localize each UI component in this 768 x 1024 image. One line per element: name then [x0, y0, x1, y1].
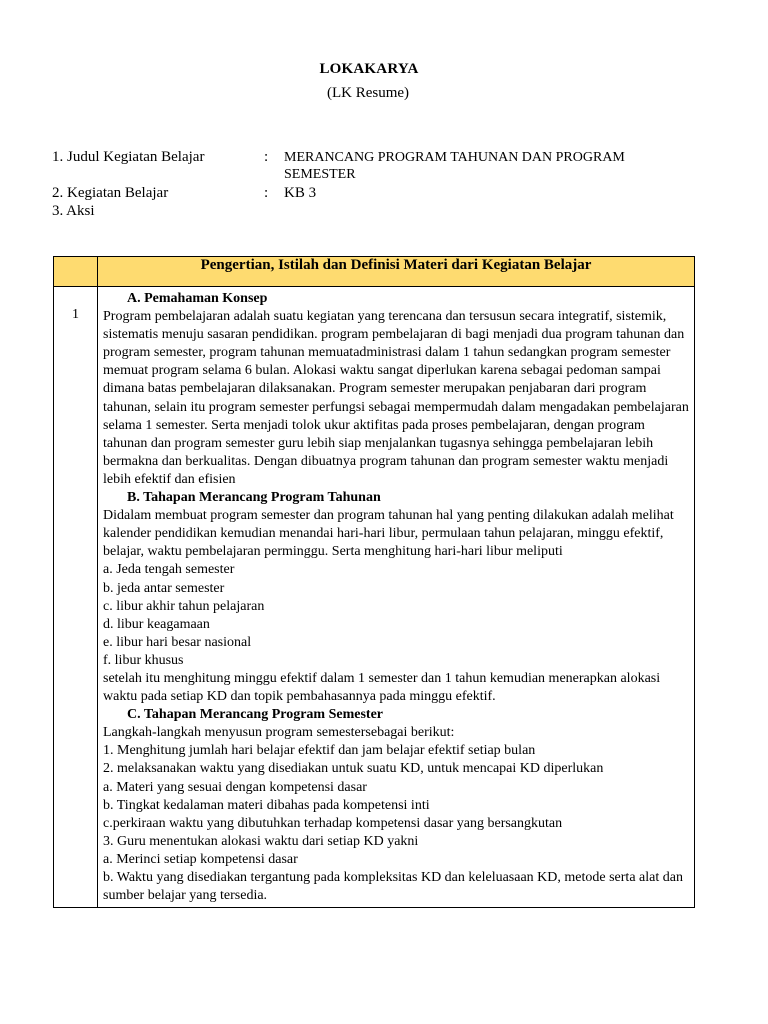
section-b-title: B. Tahapan Merancang Program Tahunan [127, 490, 381, 506]
list-item: b. Tingkat kedalaman materi dibahas pada kompetensi inti [103, 797, 430, 813]
table-header-row [54, 257, 695, 287]
info-label-judul: 1. Judul Kegiatan Belajar [52, 149, 205, 165]
page-title: LOKAKARYA [319, 61, 419, 77]
list-item: a. Materi yang sesuai dengan kompetensi dasar [103, 779, 367, 795]
info-label-kegiatan: 2. Kegiatan Belajar [52, 185, 169, 201]
row-number: 1 [54, 287, 98, 908]
list-item: 1. Menghitung jumlah hari belajar efektif dan jam belajar efektif setiap bulan [103, 743, 536, 759]
info-value-kegiatan: KB 3 [284, 185, 317, 201]
list-item: b. Waktu yang disediakan tergantung pada kompleksitas KD dan keleluasaan KD, metode serta alat dan sumber belajar yang tersedia. [103, 870, 683, 904]
list-item: c.perkiraan waktu yang dibutuhkan terhadap kompetensi dasar yang bersangkutan [103, 815, 563, 831]
info-colon-judul: : [264, 149, 269, 165]
list-item: Langkah-langkah menyusun program semestersebagai berikut: [103, 725, 455, 741]
list-item: b. jeda antar semester [103, 580, 225, 596]
list-item: 3. Guru menentukan alokasi waktu dari setiap KD yakni [103, 833, 419, 849]
list-item: f. libur khusus [103, 652, 184, 668]
info-label-aksi: 3. Aksi [52, 203, 95, 219]
list-item: c. libur akhir tahun pelajaran [103, 598, 265, 614]
info-value-judul: MERANCANG PROGRAM TAHUNAN DAN PROGRAM SEMESTER [284, 150, 625, 182]
info-colon-kegiatan: : [264, 185, 269, 201]
section-b-after: setelah itu menghitung minggu efektif dalam 1 semester dan 1 tahun kemudian menerapkan alokasi waktu pada setiap KD dan topik pembahasannya pada minggu efektif. [103, 670, 661, 705]
header-number-cell [54, 257, 98, 287]
list-item: d. libur keagamaan [103, 616, 210, 632]
section-a-text: Program pembelajaran adalah suatu kegiatan yang terencana dan tersusun secara integratif, sistemik, sistematis menuju sasaran pendidikan. program pembelajaran di bagi menjadi dua program tahunan dan program semester, program tahunan memuatadministrasi dalam 1 tahun sedangkan program semester memuat program selama 6 bulan. Alokasi waktu sangat diperlukan karena sebagai pedoman sampai dimana batas pembelajaran dilaksanakan. Program semester merupakan penjabaran dari program tahunan, selain itu program semester perfungsi sebagai mempermudah dalam mengadakan pembelajaran selama 1 semester. Serta menjadi tolok ukur aktifitas pada proses pembelajaran, dengan program tahunan dan program semester guru lebih siap menjalankan tugasnya sehingga pembelajaran lebih bermakna dan berkualitas. Dengan dibuatnya program tahunan dan program semester waktu menjadi lebih efektif dan efisien [103, 309, 689, 487]
list-item: a. Jeda tengah semester [103, 562, 235, 578]
section-b-text: Didalam membuat program semester dan program tahunan hal yang penting dilakukan adalah melihat kalender pendidikan kemudian menandai hari-hari libur, permulaan tahun pelajaran, minggu efektif, belajar, waktu pembelajaran perminggu. Serta menghitung hari-hari libur meliputi [103, 508, 674, 560]
section-c-title: C. Tahapan Merancang Program Semester [127, 707, 383, 723]
table-row [54, 287, 695, 908]
section-a-title: A. Pemahaman Konsep [127, 291, 268, 306]
table-header-title: Pengertian, Istilah dan Definisi Materi dari Kegiatan Belajar [98, 257, 695, 287]
list-item: e. libur hari besar nasional [103, 634, 252, 650]
resume-table [53, 256, 695, 908]
page-subtitle: (LK Resume) [326, 85, 410, 101]
row-content [98, 287, 695, 908]
list-item: 2. melaksanakan waktu yang disediakan untuk suatu KD, untuk mencapai KD diperlukan [103, 761, 604, 777]
list-item: a. Merinci setiap kompetensi dasar [103, 851, 298, 867]
